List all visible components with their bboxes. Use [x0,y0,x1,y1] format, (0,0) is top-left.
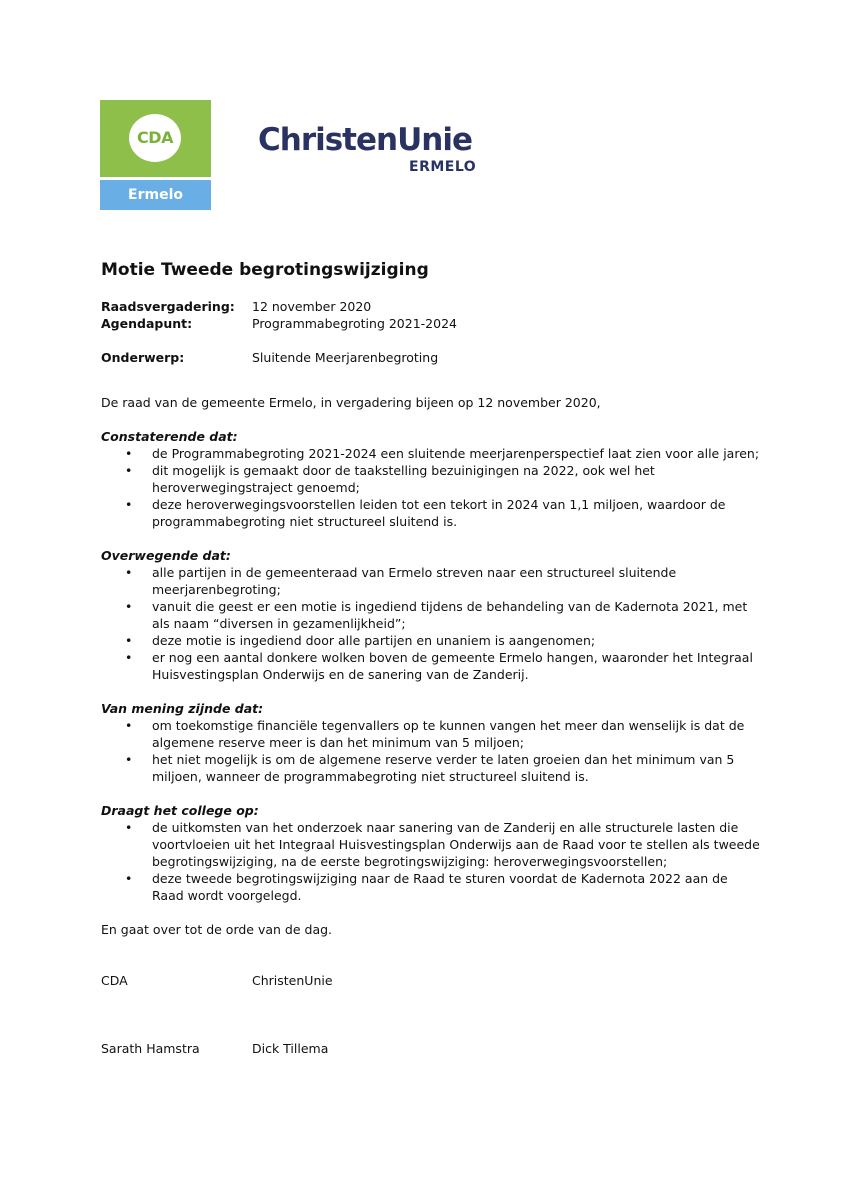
meta-value: Sluitende Meerjarenbegroting [252,350,439,365]
list-item: • deze tweede begrotingswijziging naar de Raad te sturen voordat de Kadernota 2022 aan de Raad wordt voorgelegd. [101,870,761,904]
cda-logo-oval: CDA [129,114,181,162]
list-item: • deze motie is ingediend door alle partijen en unaniem is aangenomen; [101,632,761,649]
section-overwegend [101,547,761,683]
list-item: • het niet mogelijk is om de algemene reserve verder te laten groeien dan het minimum van 5 miljoen, wanneer de programmabegroting niet structureel sluitend is. [101,751,761,785]
cda-logo-place: Ermelo [100,180,211,210]
bullet-list [101,819,761,904]
meta-label: Raadsvergadering: [101,299,235,314]
christenunie-logo [258,122,488,175]
list-item: • om toekomstige financiële tegenvallers op te kunnen vangen het meer dan wenselijk is dat de algemene reserve meer is dan het minimum van 5 miljoen; [101,717,761,751]
meta-label: Agendapunt: [101,316,193,331]
list-item: • deze heroverwegingsvoorstellen leiden tot een tekort in 2024 van 1,1 miljoen, waardoor de programmabegroting niet structureel sluitend is. [101,496,761,530]
signature-parties [101,972,761,989]
meta-value: Programmabegroting 2021-2024 [252,316,457,331]
list-item: • de uitkomsten van het onderzoek naar sanering van de Zanderij en alle structurele lasten die voortvloeien uit het Integraal Huisvestingsplan Onderwijs aan de Raad voor te stellen als tweede begrotingswijziging, na de eerste begrotingswijziging: heroverwegingsvoorstellen; [101,819,761,870]
meta-row-onderwerp [101,349,761,366]
meta-block [101,298,761,366]
document-title: Motie Tweede begrotingswijziging [101,260,429,280]
closing-text: En gaat over tot de orde van de dag. [101,922,333,937]
bullet-list [101,717,761,785]
meta-row-agendapunt [101,315,761,332]
section-heading: Constaterende dat: [101,429,238,444]
signature-name-2: Dick Tillema [252,1041,329,1056]
section-heading: Van mening zijnde dat: [101,701,264,716]
list-item: • dit mogelijk is gemaakt door de taakstelling bezuinigingen na 2022, ook wel het heroverwegingstraject genoemd; [101,462,761,496]
list-item: • de Programmabegroting 2021-2024 een sluitende meerjarenperspectief laat zien voor alle jaren; [101,445,761,462]
list-item: • alle partijen in de gemeenteraad van Ermelo streven naar een structureel sluitende meerjarenbegroting; [101,564,761,598]
list-item: • vanuit die geest er een motie is ingediend tijdens de behandeling van de Kadernota 2021, met als naam “diversen in gezamenlijkheid”; [101,598,761,632]
meta-row-vergadering [101,298,761,315]
intro-text: De raad van de gemeente Ermelo, in vergadering bijeen op 12 november 2020, [101,395,601,410]
document-body [101,258,761,1057]
christenunie-logo-place: ERMELO [409,159,477,175]
meta-value: 12 november 2020 [252,299,372,314]
christenunie-logo-name: ChristenUnie [258,122,472,158]
signature-party-cda: CDA [101,973,128,988]
signature-names [101,1040,761,1057]
signature-party-christenunie: ChristenUnie [252,973,333,988]
section-draagt-op [101,802,761,904]
bullet-list [101,445,761,530]
cda-logo [100,100,211,210]
meta-label: Onderwerp: [101,350,185,365]
list-item: • er nog een aantal donkere wolken boven de gemeente Ermelo hangen, waaronder het Integraal Huisvestingsplan Onderwijs en de sanering van de Zanderij. [101,649,761,683]
section-van-mening [101,700,761,785]
signature-name-1: Sarath Hamstra [101,1041,200,1056]
section-heading: Draagt het college op: [101,803,259,818]
bullet-list [101,564,761,683]
section-constaterend [101,428,761,530]
section-heading: Overwegende dat: [101,548,231,563]
